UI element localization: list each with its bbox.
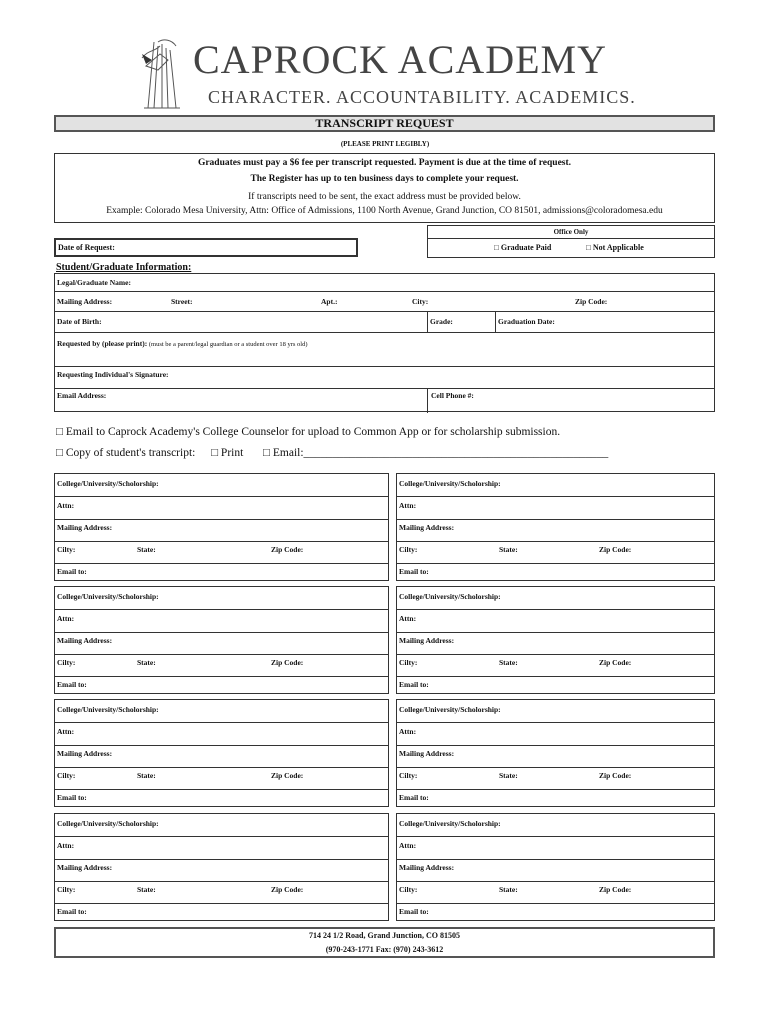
notice-line2: The Register has up to ten business days to complete your request. (250, 174, 519, 184)
recipient-city-label: Cilty: (399, 545, 418, 554)
recipient-mailing-label: Mailing Address: (399, 523, 455, 532)
city-label: City: (412, 297, 429, 306)
email-address-label: Email Address: (57, 391, 107, 400)
requested-by-text: Requested by (please print): (57, 339, 148, 348)
recipient-attn-label: Attn: (399, 501, 417, 510)
notice-box (54, 153, 715, 223)
copy-transcript-row (56, 447, 608, 459)
print-option-label: Print (220, 447, 244, 459)
recipient-city-label: Cilty: (57, 545, 76, 554)
recipient-mailing-label: Mailing Address: (57, 523, 113, 532)
recipient-mailing-label: Mailing Address: (57, 636, 113, 645)
recipient-email-label: Email to: (399, 793, 429, 802)
recipient-college-label: College/University/Scholorship: (399, 705, 501, 714)
dob-label: Date of Birth: (57, 317, 102, 326)
checkbox-icon[interactable]: □ (263, 447, 270, 459)
notice-line3: If transcripts need to be sent, the exact address must be provided below. (248, 192, 521, 202)
recipient-email-label: Email to: (57, 793, 87, 802)
title-bar (54, 115, 715, 132)
footer-address: 714 24 1/2 Road, Grand Junction, CO 81505 (309, 931, 460, 940)
recipient-mailing-label: Mailing Address: (399, 749, 455, 758)
checkbox-icon[interactable]: □ (494, 243, 499, 252)
recipient-box[interactable] (54, 699, 389, 807)
recipient-zip-label: Zip Code: (271, 658, 304, 667)
checkbox-icon[interactable]: □ (56, 426, 63, 438)
footer-box (54, 927, 715, 958)
recipient-zip-label: Zip Code: (599, 545, 632, 554)
legal-name-label: Legal/Graduate Name: (57, 278, 131, 287)
recipient-city-label: Cilty: (57, 885, 76, 894)
recipient-email-label: Email to: (399, 567, 429, 576)
recipient-city-label: Cilty: (57, 771, 76, 780)
recipient-state-label: State: (499, 771, 518, 780)
signature-label: Requesting Individual's Signature: (57, 370, 169, 379)
recipient-box[interactable] (396, 586, 715, 694)
recipient-mailing-label: Mailing Address: (399, 636, 455, 645)
academy-logo-icon (138, 36, 188, 110)
checkbox-icon[interactable]: □ (586, 243, 591, 252)
requested-by-label (57, 339, 308, 348)
recipient-email-label: Email to: (399, 907, 429, 916)
cell-phone-label: Cell Phone #: (431, 391, 474, 400)
footer-phone: (970-243-1771 Fax: (970) 243-3612 (325, 945, 444, 954)
recipient-zip-label: Zip Code: (599, 885, 632, 894)
recipient-state-label: State: (499, 545, 518, 554)
checkbox-icon[interactable]: □ (211, 447, 219, 459)
grade-label: Grade: (430, 317, 453, 326)
office-only-box (427, 225, 715, 258)
date-of-request-label: Date of Request: (58, 243, 115, 252)
recipient-zip-label: Zip Code: (271, 771, 304, 780)
apt-label: Apt.: (321, 297, 338, 306)
recipient-mailing-label: Mailing Address: (57, 749, 113, 758)
recipient-attn-label: Attn: (399, 841, 417, 850)
checkbox-icon[interactable]: □ (56, 447, 63, 459)
recipient-zip-label: Zip Code: (271, 545, 304, 554)
not-applicable-label: Not Applicable (592, 243, 644, 252)
recipient-state-label: State: (137, 545, 156, 554)
mailing-address-label: Mailing Address: (57, 297, 113, 306)
recipient-city-label: Cilty: (399, 658, 418, 667)
recipient-state-label: State: (499, 658, 518, 667)
graduation-date-label: Graduation Date: (498, 317, 555, 326)
recipient-attn-label: Attn: (57, 614, 75, 623)
student-section-heading: Student/Graduate Information: (56, 262, 192, 273)
office-only-title: Office Only (553, 228, 589, 236)
email-counselor-option[interactable] (56, 426, 560, 438)
recipient-email-label: Email to: (57, 567, 87, 576)
logo (138, 36, 188, 110)
recipient-state-label: State: (137, 658, 156, 667)
student-info-box (54, 273, 715, 412)
email-counselor-label: Email to Caprock Academy's College Counselor for upload to Common App or for scholarship submission. (65, 426, 561, 438)
recipient-college-label: College/University/Scholorship: (57, 705, 159, 714)
recipient-zip-label: Zip Code: (599, 658, 632, 667)
zip-label: Zip Code: (575, 297, 608, 306)
recipient-mailing-label: Mailing Address: (57, 863, 113, 872)
recipient-college-label: College/University/Scholorship: (399, 592, 501, 601)
recipient-city-label: Cilty: (399, 885, 418, 894)
recipient-box[interactable] (396, 813, 715, 921)
graduate-paid-option[interactable] (494, 243, 551, 252)
recipient-state-label: State: (499, 885, 518, 894)
recipient-college-label: College/University/Scholorship: (399, 479, 501, 488)
school-motto: CHARACTER. ACCOUNTABILITY. ACADEMICS. (208, 87, 636, 107)
graduate-paid-label: Graduate Paid (500, 243, 552, 252)
recipient-college-label: College/University/Scholorship: (57, 819, 159, 828)
copy-transcript-label: Copy of student's transcript: (65, 447, 196, 459)
recipient-attn-label: Attn: (399, 727, 417, 736)
recipient-zip-label: Zip Code: (271, 885, 304, 894)
recipient-box[interactable] (54, 813, 389, 921)
email-option-label: Email:_____________________________________________________ (272, 447, 609, 459)
recipient-attn-label: Attn: (57, 727, 75, 736)
recipient-city-label: Cilty: (399, 771, 418, 780)
requested-by-note: (must be a parent/legal guardian or a student over 18 yrs old) (147, 341, 308, 348)
school-name: CAPROCK ACADEMY (193, 37, 607, 82)
recipient-college-label: College/University/Scholorship: (57, 479, 159, 488)
recipient-state-label: State: (137, 885, 156, 894)
recipient-email-label: Email to: (399, 680, 429, 689)
recipient-box[interactable] (54, 586, 389, 694)
recipient-college-label: College/University/Scholorship: (399, 819, 501, 828)
recipient-city-label: Cilty: (57, 658, 76, 667)
notice-line4: Example: Colorado Mesa University, Attn: Office of Admissions, 1100 North Avenue, Grand Junction, CO 81501, admissions@coloradomesa.edu (106, 206, 663, 216)
street-label: Street: (171, 297, 193, 306)
form-subtitle: (PLEASE PRINT LEGIBLY) (340, 140, 430, 148)
recipient-attn-label: Attn: (57, 501, 75, 510)
recipient-college-label: College/University/Scholorship: (57, 592, 159, 601)
recipient-box[interactable] (396, 699, 715, 807)
recipient-email-label: Email to: (57, 680, 87, 689)
notice-line1: Graduates must pay a $6 fee per transcript requested. Payment is due at the time of request. (197, 158, 572, 168)
recipient-zip-label: Zip Code: (599, 771, 632, 780)
recipient-attn-label: Attn: (57, 841, 75, 850)
recipient-box[interactable] (54, 473, 389, 581)
recipient-mailing-label: Mailing Address: (399, 863, 455, 872)
date-of-request-field[interactable] (54, 238, 358, 257)
recipient-state-label: State: (137, 771, 156, 780)
recipient-box[interactable] (396, 473, 715, 581)
recipient-email-label: Email to: (57, 907, 87, 916)
form-title: TRANSCRIPT REQUEST (315, 116, 454, 130)
not-applicable-option[interactable] (586, 243, 644, 252)
recipient-attn-label: Attn: (399, 614, 417, 623)
